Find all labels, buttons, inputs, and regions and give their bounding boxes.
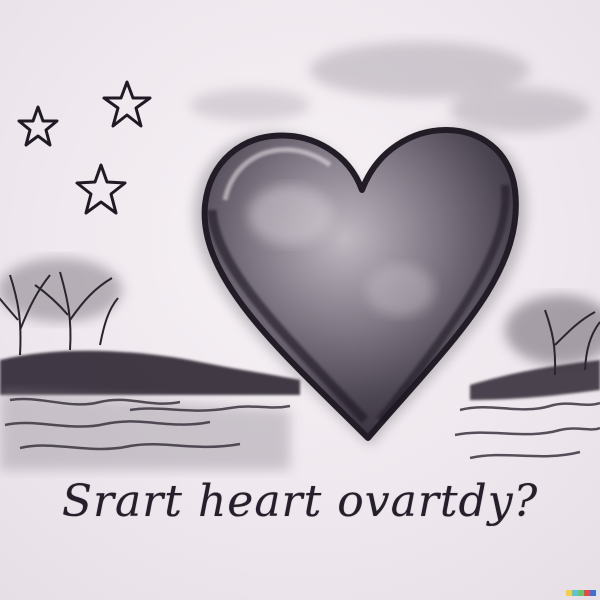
color-strip-logo — [566, 590, 596, 596]
left-landscape — [0, 351, 300, 470]
star-icon — [77, 165, 125, 213]
sketch-caption: Srart heart ovartdy? — [61, 476, 539, 527]
star-icon — [19, 107, 57, 145]
left-trees — [0, 258, 122, 355]
star-group — [19, 82, 150, 213]
star-icon — [104, 82, 150, 126]
sky-smudges — [190, 42, 590, 132]
color-swatch — [590, 590, 596, 596]
